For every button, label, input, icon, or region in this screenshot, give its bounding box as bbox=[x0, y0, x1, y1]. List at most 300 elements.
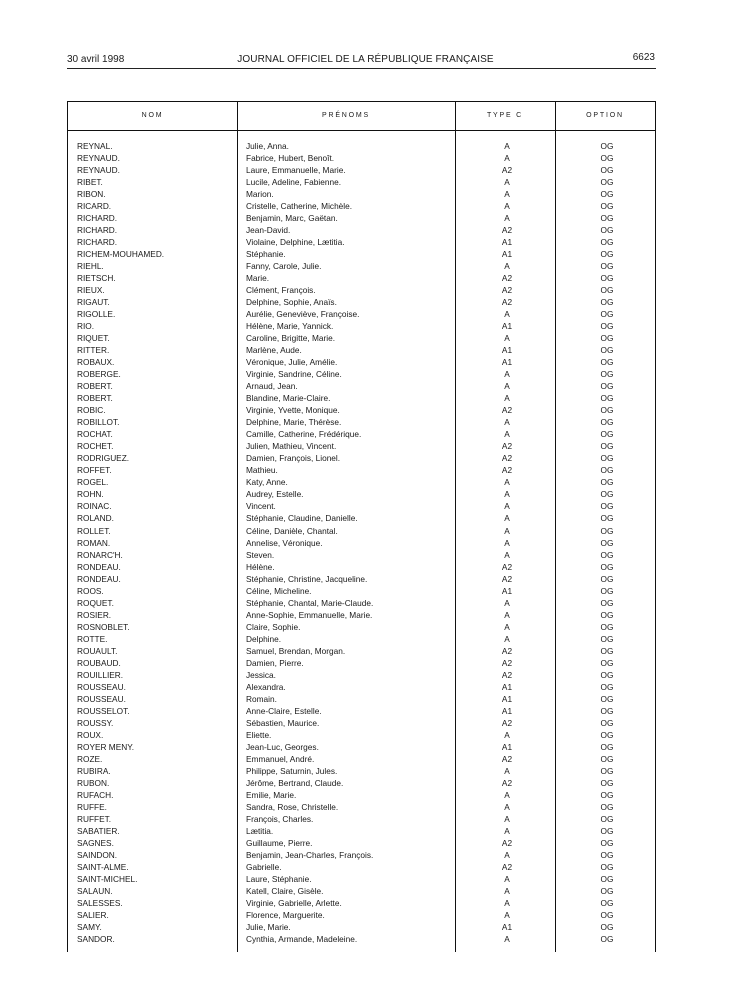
cell-prenoms: Jean-Luc, Georges. bbox=[246, 741, 319, 752]
cell-nom: RIQUET. bbox=[77, 333, 110, 344]
cell-option: OG bbox=[600, 357, 614, 368]
cell-nom: ROCHET. bbox=[77, 441, 114, 452]
cell-type: A1 bbox=[501, 922, 513, 933]
cell-type: A bbox=[504, 910, 510, 920]
cell-prenoms: Emilie, Marie. bbox=[246, 789, 297, 800]
cell-nom: RIGAUT. bbox=[77, 297, 110, 308]
cell-option: OG bbox=[600, 309, 614, 320]
cell-nom: RIEHL. bbox=[77, 261, 104, 272]
cell-prenoms: Anne-Claire, Estelle. bbox=[246, 705, 322, 716]
cell-type: A bbox=[504, 369, 510, 380]
cell-nom: ROUX. bbox=[77, 729, 104, 740]
cell-type: A bbox=[504, 333, 510, 344]
table-row bbox=[0, 392, 731, 404]
cell-nom: SAGNES. bbox=[77, 837, 114, 848]
cell-option: OG bbox=[600, 489, 614, 500]
cell-nom: ROUAULT. bbox=[77, 645, 118, 656]
cell-type: A bbox=[504, 525, 510, 536]
table-row bbox=[0, 296, 731, 308]
table-row bbox=[0, 645, 731, 657]
cell-prenoms: Stéphanie, Christine, Jacqueline. bbox=[246, 573, 368, 584]
cell-option: OG bbox=[600, 501, 614, 512]
cell-nom: SAINT-MICHEL. bbox=[77, 873, 138, 884]
table-row bbox=[0, 921, 731, 933]
table-row bbox=[0, 512, 731, 524]
cell-nom: RITTER. bbox=[77, 345, 110, 356]
cell-option: OG bbox=[600, 537, 614, 548]
cell-option: OG bbox=[600, 777, 614, 788]
cell-type: A bbox=[504, 501, 510, 512]
table-row bbox=[0, 344, 731, 356]
cell-option: OG bbox=[600, 405, 614, 416]
cell-nom: RUFFE. bbox=[77, 801, 107, 812]
cell-prenoms: Hélène. bbox=[246, 561, 275, 572]
cell-type: A2 bbox=[501, 717, 513, 728]
table-row bbox=[0, 621, 731, 633]
cell-option: OG bbox=[600, 453, 614, 464]
cell-nom: ROLLET. bbox=[77, 525, 111, 536]
cell-nom: RIBET. bbox=[77, 177, 103, 188]
cell-nom: ROBERT. bbox=[77, 393, 113, 404]
cell-nom: ROQUET. bbox=[77, 597, 114, 608]
cell-option: OG bbox=[600, 465, 614, 476]
cell-nom: ROZE. bbox=[77, 753, 103, 764]
cell-option: OG bbox=[600, 237, 614, 248]
cell-option: OG bbox=[600, 213, 614, 224]
cell-option: OG bbox=[600, 177, 614, 188]
cell-type: A2 bbox=[501, 837, 513, 848]
cell-option: OG bbox=[600, 165, 614, 176]
cell-prenoms: Jérôme, Bertrand, Claude. bbox=[246, 777, 344, 788]
cell-type: A bbox=[504, 537, 510, 548]
cell-prenoms: Damien, Pierre. bbox=[246, 657, 304, 668]
cell-nom: RICARD. bbox=[77, 201, 112, 212]
cell-option: OG bbox=[600, 249, 614, 260]
cell-prenoms: François, Charles. bbox=[246, 813, 314, 824]
cell-option: OG bbox=[600, 597, 614, 608]
cell-nom: SAINT-ALME. bbox=[77, 861, 129, 872]
cell-type: A2 bbox=[501, 645, 513, 656]
cell-nom: ROUBAUD. bbox=[77, 657, 121, 668]
cell-nom: ROSNOBLET. bbox=[77, 621, 130, 632]
cell-nom: RICHEM-MOUHAMED. bbox=[77, 249, 165, 260]
cell-option: OG bbox=[600, 849, 614, 860]
table-row bbox=[0, 164, 731, 176]
cell-option: OG bbox=[600, 885, 614, 896]
cell-type: A2 bbox=[501, 561, 513, 572]
cell-prenoms: Céline, Danièle, Chantal. bbox=[246, 525, 338, 536]
cell-prenoms: Katy, Anne. bbox=[246, 477, 288, 488]
table-row bbox=[0, 549, 731, 561]
cell-option: OG bbox=[600, 825, 614, 836]
cell-option: OG bbox=[600, 153, 614, 164]
cell-nom: SALAUN. bbox=[77, 885, 113, 896]
cell-option: OG bbox=[600, 549, 614, 560]
cell-nom: ROINAC. bbox=[77, 501, 112, 512]
cell-prenoms: Julie, Marie. bbox=[246, 922, 291, 933]
cell-nom: RUBON. bbox=[77, 777, 110, 788]
cell-option: OG bbox=[600, 141, 614, 151]
cell-prenoms: Véronique, Julie, Amélie. bbox=[246, 357, 338, 368]
table-row bbox=[0, 861, 731, 873]
cell-type: A bbox=[504, 489, 510, 500]
cell-nom: ROBIC. bbox=[77, 405, 106, 416]
header-date: 30 avril 1998 bbox=[67, 54, 125, 65]
cell-option: OG bbox=[600, 837, 614, 848]
cell-type: A bbox=[504, 309, 510, 320]
cell-type: A1 bbox=[501, 585, 513, 596]
cell-type: A2 bbox=[501, 297, 513, 308]
cell-prenoms: Hélène, Marie, Yannick. bbox=[246, 321, 334, 332]
cell-type: A2 bbox=[501, 669, 513, 680]
table-row bbox=[0, 368, 731, 380]
table-row bbox=[0, 488, 731, 500]
cell-option: OG bbox=[600, 273, 614, 284]
table-row bbox=[0, 332, 731, 344]
table-row bbox=[0, 188, 731, 200]
cell-option: OG bbox=[600, 429, 614, 440]
cell-prenoms: Samuel, Brendan, Morgan. bbox=[246, 645, 346, 656]
cell-nom: ROYER MENY. bbox=[77, 741, 135, 752]
table-row bbox=[0, 933, 731, 945]
table-row bbox=[0, 873, 731, 885]
cell-option: OG bbox=[600, 609, 614, 620]
cell-type: A bbox=[504, 765, 510, 776]
cell-prenoms: Cristelle, Catherine, Michèle. bbox=[246, 201, 353, 212]
table-row bbox=[0, 236, 731, 248]
table-row bbox=[0, 813, 731, 825]
cell-option: OG bbox=[600, 201, 614, 212]
cell-prenoms: Lucile, Adeline, Fabienne. bbox=[246, 177, 342, 188]
cell-type: A2 bbox=[501, 573, 513, 584]
table-row bbox=[0, 597, 731, 609]
table-row bbox=[0, 212, 731, 224]
header-rule bbox=[67, 68, 656, 69]
page-number: 6623 bbox=[632, 52, 655, 63]
cell-type: A1 bbox=[501, 249, 513, 260]
cell-prenoms: Mathieu. bbox=[246, 465, 278, 476]
cell-type: A bbox=[504, 609, 510, 620]
cell-option: OG bbox=[600, 922, 614, 933]
cell-type: A bbox=[504, 597, 510, 608]
cell-nom: ROUSSEAU. bbox=[77, 693, 126, 704]
cell-option: OG bbox=[600, 657, 614, 668]
cell-type: A bbox=[504, 189, 510, 200]
cell-prenoms: Delphine, Marie, Thérèse. bbox=[246, 417, 342, 428]
cell-option: OG bbox=[600, 765, 614, 776]
table-row bbox=[0, 609, 731, 621]
cell-type: A bbox=[504, 417, 510, 428]
table-row bbox=[0, 753, 731, 765]
cell-option: OG bbox=[600, 513, 614, 524]
cell-nom: RONARC'H. bbox=[77, 549, 123, 560]
cell-option: OG bbox=[600, 477, 614, 488]
cell-nom: SALESSES. bbox=[77, 897, 123, 908]
cell-type: A2 bbox=[501, 465, 513, 476]
cell-prenoms: Laure, Emmanuelle, Marie. bbox=[246, 165, 346, 176]
cell-type: A bbox=[504, 141, 510, 151]
cell-nom: RIEUX. bbox=[77, 285, 105, 296]
table-row bbox=[0, 500, 731, 512]
cell-type: A1 bbox=[501, 681, 513, 692]
column-header-prenoms: PRÉNOMS bbox=[322, 112, 370, 119]
cell-prenoms: Caroline, Brigitte, Marie. bbox=[246, 333, 335, 344]
column-header-option: OPTION bbox=[586, 112, 624, 119]
table-row bbox=[0, 885, 731, 897]
cell-nom: RIETSCH. bbox=[77, 273, 116, 284]
cell-type: A bbox=[504, 934, 510, 945]
cell-option: OG bbox=[600, 261, 614, 272]
cell-nom: RUBIRA. bbox=[77, 765, 111, 776]
cell-option: OG bbox=[600, 369, 614, 380]
cell-prenoms: Virginie, Gabrielle, Arlette. bbox=[246, 897, 342, 908]
cell-option: OG bbox=[600, 693, 614, 704]
cell-type: A bbox=[504, 513, 510, 524]
cell-prenoms: Laure, Stéphanie. bbox=[246, 873, 312, 884]
cell-option: OG bbox=[600, 561, 614, 572]
cell-nom: ROUSSY. bbox=[77, 717, 114, 728]
table-row bbox=[0, 176, 731, 188]
cell-prenoms: Violaine, Delphine, Lætitia. bbox=[246, 237, 345, 248]
table-row bbox=[0, 284, 731, 296]
cell-option: OG bbox=[600, 741, 614, 752]
cell-prenoms: Fanny, Carole, Julie. bbox=[246, 261, 322, 272]
cell-type: A bbox=[504, 477, 510, 488]
cell-prenoms: Steven. bbox=[246, 549, 275, 560]
cell-prenoms: Vincent. bbox=[246, 501, 276, 512]
cell-type: A bbox=[504, 897, 510, 908]
cell-prenoms: Delphine. bbox=[246, 633, 282, 644]
cell-prenoms: Lætitia. bbox=[246, 825, 274, 836]
cell-type: A1 bbox=[501, 357, 513, 368]
cell-prenoms: Marie. bbox=[246, 273, 270, 284]
cell-nom: SABATIER. bbox=[77, 825, 120, 836]
cell-nom: ROBILLOT. bbox=[77, 417, 120, 428]
cell-option: OG bbox=[600, 621, 614, 632]
cell-prenoms: Julien, Mathieu, Vincent. bbox=[246, 441, 337, 452]
cell-prenoms: Virginie, Yvette, Monique. bbox=[246, 405, 340, 416]
cell-option: OG bbox=[600, 801, 614, 812]
cell-option: OG bbox=[600, 225, 614, 236]
cell-option: OG bbox=[600, 861, 614, 872]
cell-prenoms: Clément, François. bbox=[246, 285, 316, 296]
cell-type: A bbox=[504, 789, 510, 800]
cell-prenoms: Marion. bbox=[246, 189, 274, 200]
cell-nom: ROOS. bbox=[77, 585, 104, 596]
cell-nom: ROFFET. bbox=[77, 465, 112, 476]
cell-option: OG bbox=[600, 897, 614, 908]
cell-nom: RONDEAU. bbox=[77, 561, 121, 572]
cell-nom: ROBAUX. bbox=[77, 357, 115, 368]
table-row bbox=[0, 801, 731, 813]
cell-prenoms: Gabrielle. bbox=[246, 861, 282, 872]
cell-option: OG bbox=[600, 333, 614, 344]
cell-type: A2 bbox=[501, 453, 513, 464]
cell-prenoms: Stéphanie, Chantal, Marie-Claude. bbox=[246, 597, 374, 608]
cell-option: OG bbox=[600, 417, 614, 428]
cell-nom: RONDEAU. bbox=[77, 573, 121, 584]
cell-option: OG bbox=[600, 525, 614, 536]
table-row bbox=[0, 669, 731, 681]
cell-prenoms: Delphine, Sophie, Anaïs. bbox=[246, 297, 337, 308]
cell-nom: REYNAL. bbox=[77, 141, 113, 151]
table-row bbox=[0, 657, 731, 669]
table-row bbox=[0, 248, 731, 260]
cell-nom: ROUSSELOT. bbox=[77, 705, 130, 716]
cell-type: A1 bbox=[501, 741, 513, 752]
table-row bbox=[0, 356, 731, 368]
table-row bbox=[0, 717, 731, 729]
cell-nom: REYNAUD. bbox=[77, 153, 120, 164]
cell-nom: RICHARD. bbox=[77, 213, 118, 224]
table-row bbox=[0, 428, 731, 440]
cell-option: OG bbox=[600, 381, 614, 392]
cell-type: A bbox=[504, 621, 510, 632]
cell-nom: RODRIGUEZ. bbox=[77, 453, 130, 464]
cell-type: A bbox=[504, 825, 510, 836]
cell-type: A bbox=[504, 213, 510, 224]
cell-option: OG bbox=[600, 321, 614, 332]
table-row bbox=[0, 837, 731, 849]
cell-option: OG bbox=[600, 441, 614, 452]
cell-type: A bbox=[504, 381, 510, 392]
cell-type: A bbox=[504, 177, 510, 188]
cell-type: A bbox=[504, 201, 510, 212]
cell-nom: RICHARD. bbox=[77, 237, 118, 248]
cell-type: A1 bbox=[501, 321, 513, 332]
cell-prenoms: Fabrice, Hubert, Benoît. bbox=[246, 153, 335, 164]
cell-type: A bbox=[504, 261, 510, 272]
cell-type: A1 bbox=[501, 345, 513, 356]
cell-prenoms: Claire, Sophie. bbox=[246, 621, 301, 632]
cell-prenoms: Eliette. bbox=[246, 729, 272, 740]
cell-prenoms: Audrey, Estelle. bbox=[246, 489, 304, 500]
cell-type: A1 bbox=[501, 237, 513, 248]
cell-nom: SALIER. bbox=[77, 910, 109, 920]
table-row bbox=[0, 140, 731, 152]
cell-type: A bbox=[504, 813, 510, 824]
column-header-nom: NOM bbox=[141, 112, 164, 119]
cell-nom: ROLAND. bbox=[77, 513, 114, 524]
cell-type: A bbox=[504, 549, 510, 560]
cell-prenoms: Blandine, Marie-Claire. bbox=[246, 393, 331, 404]
table-row bbox=[0, 525, 731, 537]
cell-type: A2 bbox=[501, 165, 513, 176]
cell-nom: ROUILLIER. bbox=[77, 669, 124, 680]
cell-type: A bbox=[504, 801, 510, 812]
cell-type: A bbox=[504, 633, 510, 644]
cell-option: OG bbox=[600, 729, 614, 740]
cell-nom: RUFFET. bbox=[77, 813, 112, 824]
cell-prenoms: Guillaume, Pierre. bbox=[246, 837, 313, 848]
cell-prenoms: Stéphanie. bbox=[246, 249, 286, 260]
cell-option: OG bbox=[600, 910, 614, 920]
table-row bbox=[0, 440, 731, 452]
cell-prenoms: Benjamin, Jean-Charles, François. bbox=[246, 849, 374, 860]
cell-type: A2 bbox=[501, 861, 513, 872]
cell-type: A bbox=[504, 885, 510, 896]
cell-prenoms: Stéphanie, Claudine, Danielle. bbox=[246, 513, 358, 524]
cell-option: OG bbox=[600, 873, 614, 884]
table-row bbox=[0, 633, 731, 645]
cell-prenoms: Anne-Sophie, Emmanuelle, Marie. bbox=[246, 609, 373, 620]
cell-type: A2 bbox=[501, 753, 513, 764]
table-row bbox=[0, 272, 731, 284]
cell-option: OG bbox=[600, 717, 614, 728]
journal-title: JOURNAL OFFICIEL DE LA RÉPUBLIQUE FRANÇAISE bbox=[237, 54, 494, 65]
cell-nom: SAINDON. bbox=[77, 849, 118, 860]
cell-nom: ROSIER. bbox=[77, 609, 112, 620]
table-row bbox=[0, 260, 731, 272]
table-row bbox=[0, 849, 731, 861]
cell-type: A2 bbox=[501, 285, 513, 296]
cell-type: A bbox=[504, 153, 510, 164]
cell-option: OG bbox=[600, 669, 614, 680]
table-row bbox=[0, 585, 731, 597]
cell-prenoms: Philippe, Saturnin, Jules. bbox=[246, 765, 338, 776]
table-row bbox=[0, 320, 731, 332]
cell-nom: ROBERGE. bbox=[77, 369, 121, 380]
cell-prenoms: Romain. bbox=[246, 693, 277, 704]
cell-nom: ROTTE. bbox=[77, 633, 108, 644]
cell-nom: ROUSSEAU. bbox=[77, 681, 126, 692]
table-row bbox=[0, 909, 731, 921]
table-row bbox=[0, 380, 731, 392]
cell-nom: ROGEL. bbox=[77, 477, 109, 488]
cell-nom: ROCHAT. bbox=[77, 429, 113, 440]
table-row bbox=[0, 537, 731, 549]
table-row bbox=[0, 765, 731, 777]
cell-nom: SANDOR. bbox=[77, 934, 115, 945]
cell-prenoms: Jessica. bbox=[246, 669, 276, 680]
cell-prenoms: Arnaud, Jean. bbox=[246, 381, 298, 392]
cell-type: A bbox=[504, 429, 510, 440]
table-row bbox=[0, 152, 731, 164]
table-row bbox=[0, 897, 731, 909]
cell-option: OG bbox=[600, 934, 614, 945]
cell-nom: SAMY. bbox=[77, 922, 102, 933]
cell-prenoms: Benjamin, Marc, Gaëtan. bbox=[246, 213, 338, 224]
table-row bbox=[0, 789, 731, 801]
cell-type: A bbox=[504, 849, 510, 860]
table-row bbox=[0, 729, 731, 741]
cell-option: OG bbox=[600, 585, 614, 596]
table-row bbox=[0, 464, 731, 476]
cell-option: OG bbox=[600, 297, 614, 308]
table-row bbox=[0, 741, 731, 753]
cell-prenoms: Cynthia, Armande, Madeleine. bbox=[246, 934, 358, 945]
cell-prenoms: Julie, Anna. bbox=[246, 141, 289, 151]
table-row bbox=[0, 777, 731, 789]
table-row bbox=[0, 681, 731, 693]
cell-option: OG bbox=[600, 633, 614, 644]
cell-option: OG bbox=[600, 705, 614, 716]
table-row bbox=[0, 825, 731, 837]
cell-type: A2 bbox=[501, 441, 513, 452]
cell-nom: REYNAUD. bbox=[77, 165, 120, 176]
table-row bbox=[0, 308, 731, 320]
cell-option: OG bbox=[600, 285, 614, 296]
table-row bbox=[0, 416, 731, 428]
cell-option: OG bbox=[600, 645, 614, 656]
table-row bbox=[0, 476, 731, 488]
cell-prenoms: Florence, Marguerite. bbox=[246, 910, 325, 920]
cell-type: A2 bbox=[501, 225, 513, 236]
table-row bbox=[0, 200, 731, 212]
cell-prenoms: Alexandra. bbox=[246, 681, 286, 692]
cell-prenoms: Camille, Catherine, Frédérique. bbox=[246, 429, 362, 440]
cell-prenoms: Aurélie, Geneviève, Françoise. bbox=[246, 309, 360, 320]
